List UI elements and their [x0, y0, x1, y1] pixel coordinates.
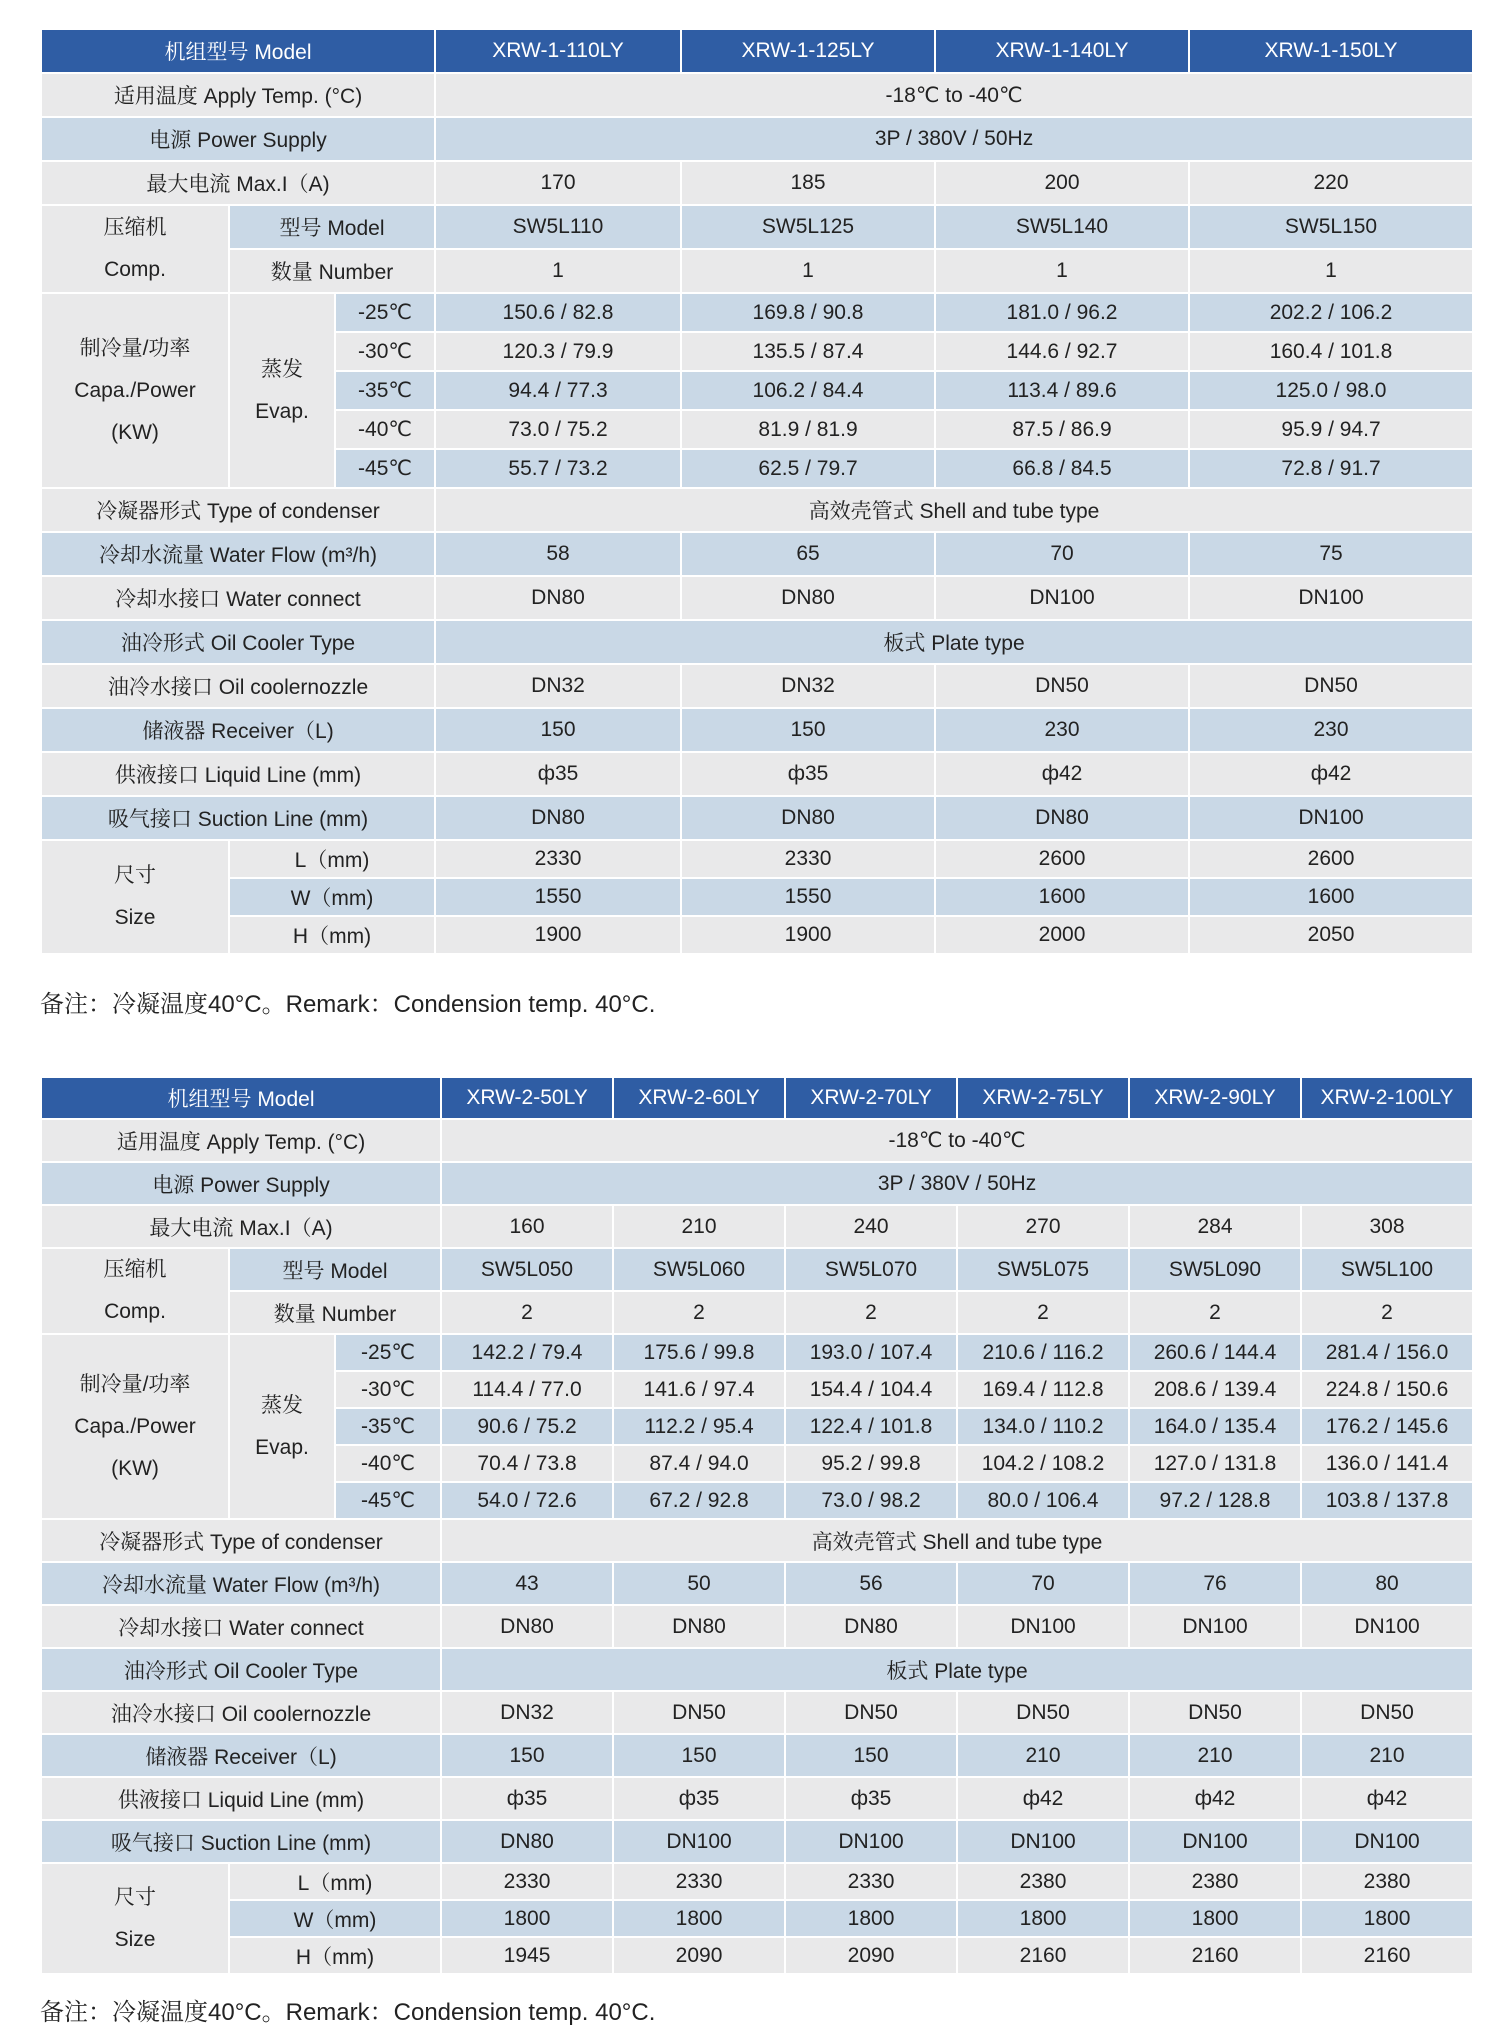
value-cell: DN80 [435, 576, 681, 620]
value-cell: ф42 [957, 1777, 1129, 1820]
value-cell: 2 [1301, 1291, 1473, 1334]
evap-label-line: Evap. [255, 1435, 309, 1459]
capacity-power-cell: 169.4 / 112.8 [957, 1371, 1129, 1408]
evap-temp-cell: -35℃ [335, 371, 435, 410]
value-cell: SW5L125 [681, 205, 935, 249]
row-label: 供液接口 Liquid Line (mm) [41, 752, 435, 796]
row-label: 油冷形式 Oil Cooler Type [41, 620, 435, 664]
value-cell: 308 [1301, 1205, 1473, 1248]
row-label: 冷却水流量 Water Flow (m³/h) [41, 1562, 441, 1605]
table-row [41, 916, 1473, 954]
value-cell: 220 [1189, 161, 1473, 205]
row-label: 冷却水流量 Water Flow (m³/h) [41, 532, 435, 576]
table-row [41, 1937, 1473, 1974]
table-row [41, 205, 1473, 249]
model-column-header: XRW-1-110LY [435, 29, 681, 73]
value-cell: 3P / 380V / 50Hz [435, 117, 1473, 161]
value-cell: 75 [1189, 532, 1473, 576]
value-cell: 50 [613, 1562, 785, 1605]
size-value-cell: 1600 [1189, 878, 1473, 916]
compressor-label-en: Comp. [104, 258, 166, 281]
value-cell: 2 [957, 1291, 1129, 1334]
capacity-power-cell: 136.0 / 141.4 [1301, 1445, 1473, 1482]
capacity-power-cell: 54.0 / 72.6 [441, 1482, 613, 1519]
table-row [41, 1119, 1473, 1162]
value-cell: 高效壳管式 Shell and tube type [441, 1519, 1473, 1562]
value-cell: 65 [681, 532, 935, 576]
size-label [41, 840, 229, 954]
capacity-label-line: 制冷量/功率 [79, 1372, 191, 1396]
capacity-power-cell: 169.8 / 90.8 [681, 293, 935, 332]
capacity-power-cell: 103.8 / 137.8 [1301, 1482, 1473, 1519]
value-cell: SW5L090 [1129, 1248, 1301, 1291]
value-cell: 284 [1129, 1205, 1301, 1248]
model-column-header: XRW-2-60LY [613, 1077, 785, 1119]
size-dimension-label: L（mm) [229, 1863, 441, 1900]
table-row [41, 1863, 1473, 1900]
value-cell: ф42 [935, 752, 1189, 796]
capacity-power-cell: 281.4 / 156.0 [1301, 1334, 1473, 1371]
value-cell: DN50 [613, 1691, 785, 1734]
value-cell: DN32 [441, 1691, 613, 1734]
size-value-cell: 1800 [613, 1900, 785, 1937]
value-cell: ф42 [1189, 752, 1473, 796]
compressor-number-label: 数量 Number [229, 249, 435, 293]
value-cell: DN50 [935, 664, 1189, 708]
value-cell: DN100 [1189, 576, 1473, 620]
capacity-power-cell: 202.2 / 106.2 [1189, 293, 1473, 332]
row-label: 供液接口 Liquid Line (mm) [41, 1777, 441, 1820]
value-cell: DN100 [1129, 1605, 1301, 1648]
capacity-power-cell: 135.5 / 87.4 [681, 332, 935, 371]
value-cell: DN80 [435, 796, 681, 840]
row-label: 最大电流 Max.I（A) [41, 1205, 441, 1248]
value-cell: DN50 [1129, 1691, 1301, 1734]
value-cell: DN100 [1129, 1820, 1301, 1863]
value-cell: DN100 [957, 1820, 1129, 1863]
table-row [41, 1205, 1473, 1248]
value-cell: DN80 [441, 1820, 613, 1863]
value-cell: 1 [1189, 249, 1473, 293]
evap-temp-cell: -40℃ [335, 410, 435, 449]
size-dimension-label: H（mm) [229, 1937, 441, 1974]
value-cell: 210 [1129, 1734, 1301, 1777]
value-cell: ф35 [613, 1777, 785, 1820]
remark-note: 备注：冷凝温度40°C。Remark：Condension temp. 40°C. [40, 991, 656, 1018]
evap-label-line: 蒸发 [261, 1393, 303, 1417]
capacity-power-cell: 208.6 / 139.4 [1129, 1371, 1301, 1408]
table-row [41, 878, 1473, 916]
size-value-cell: 2000 [935, 916, 1189, 954]
size-value-cell: 1800 [1301, 1900, 1473, 1937]
capacity-power-cell: 95.2 / 99.8 [785, 1445, 957, 1482]
value-cell: 160 [441, 1205, 613, 1248]
table-row [41, 576, 1473, 620]
capacity-power-cell: 67.2 / 92.8 [613, 1482, 785, 1519]
capacity-power-cell: 144.6 / 92.7 [935, 332, 1189, 371]
size-value-cell: 2090 [785, 1937, 957, 1974]
size-value-cell: 2330 [441, 1863, 613, 1900]
value-cell: ф42 [1301, 1777, 1473, 1820]
size-dimension-label: L（mm) [229, 840, 435, 878]
table-row [41, 293, 1473, 332]
evap-temp-cell: -25℃ [335, 1334, 441, 1371]
capacity-power-cell: 90.6 / 75.2 [441, 1408, 613, 1445]
size-value-cell: 1550 [681, 878, 935, 916]
size-value-cell: 2160 [1301, 1937, 1473, 1974]
value-cell: 70 [935, 532, 1189, 576]
table-row [41, 1077, 1473, 1119]
capacity-power-cell: 125.0 / 98.0 [1189, 371, 1473, 410]
capacity-power-cell: 122.4 / 101.8 [785, 1408, 957, 1445]
model-column-header: XRW-2-100LY [1301, 1077, 1473, 1119]
capacity-power-cell: 160.4 / 101.8 [1189, 332, 1473, 371]
value-cell: 150 [435, 708, 681, 752]
size-value-cell: 1550 [435, 878, 681, 916]
value-cell: DN80 [441, 1605, 613, 1648]
size-value-cell: 2050 [1189, 916, 1473, 954]
row-label: 冷凝器形式 Type of condenser [41, 1519, 441, 1562]
compressor-label-cn: 压缩机 [103, 216, 167, 239]
capacity-power-cell: 127.0 / 131.8 [1129, 1445, 1301, 1482]
value-cell: DN50 [1301, 1691, 1473, 1734]
model-column-header: XRW-1-140LY [935, 29, 1189, 73]
capacity-power-cell: 176.2 / 145.6 [1301, 1408, 1473, 1445]
compressor-number-label: 数量 Number [229, 1291, 441, 1334]
evap-temp-cell: -45℃ [335, 449, 435, 488]
value-cell: 230 [1189, 708, 1473, 752]
row-label: 冷却水接口 Water connect [41, 576, 435, 620]
value-cell: 58 [435, 532, 681, 576]
value-cell: DN50 [1189, 664, 1473, 708]
evap-temp-cell: -30℃ [335, 1371, 441, 1408]
table-row [41, 1734, 1473, 1777]
row-label: 冷凝器形式 Type of condenser [41, 488, 435, 532]
size-value-cell: 1900 [435, 916, 681, 954]
capacity-power-cell: 87.4 / 94.0 [613, 1445, 785, 1482]
value-cell: 70 [957, 1562, 1129, 1605]
size-value-cell: 2380 [957, 1863, 1129, 1900]
table-row [41, 73, 1473, 117]
table-row [41, 1291, 1473, 1334]
model-column-header: XRW-2-70LY [785, 1077, 957, 1119]
capacity-power-cell: 97.2 / 128.8 [1129, 1482, 1301, 1519]
value-cell: DN80 [613, 1605, 785, 1648]
row-label: 适用温度 Apply Temp. (°C) [41, 73, 435, 117]
row-label: 适用温度 Apply Temp. (°C) [41, 1119, 441, 1162]
value-cell: SW5L110 [435, 205, 681, 249]
capacity-label-line: (KW) [111, 1456, 159, 1480]
value-cell: 2 [441, 1291, 613, 1334]
capacity-power-cell: 80.0 / 106.4 [957, 1482, 1129, 1519]
row-label: 储液器 Receiver（L) [41, 708, 435, 752]
value-cell: SW5L100 [1301, 1248, 1473, 1291]
size-label [41, 1863, 229, 1974]
value-cell: 3P / 380V / 50Hz [441, 1162, 1473, 1205]
table-row [41, 488, 1473, 532]
table-row [41, 249, 1473, 293]
value-cell: 240 [785, 1205, 957, 1248]
capacity-label-line: Capa./Power [74, 378, 196, 402]
size-value-cell: 1600 [935, 878, 1189, 916]
value-cell: SW5L070 [785, 1248, 957, 1291]
size-label-en: Size [114, 1927, 156, 1951]
capacity-power-cell: 142.2 / 79.4 [441, 1334, 613, 1371]
table-row [41, 1334, 1473, 1371]
evap-label-line: 蒸发 [261, 357, 303, 381]
model-column-header: XRW-2-50LY [441, 1077, 613, 1119]
size-value-cell: 2600 [1189, 840, 1473, 878]
size-value-cell: 1800 [785, 1900, 957, 1937]
model-header: 机组型号 Model [41, 29, 435, 73]
value-cell: 150 [681, 708, 935, 752]
value-cell: 2 [785, 1291, 957, 1334]
capacity-power-cell: 81.9 / 81.9 [681, 410, 935, 449]
evap-temp-cell: -30℃ [335, 332, 435, 371]
evap-label-line: Evap. [255, 399, 309, 423]
capacity-power-cell: 94.4 / 77.3 [435, 371, 681, 410]
capacity-power-cell: 120.3 / 79.9 [435, 332, 681, 371]
table-row [41, 664, 1473, 708]
model-column-header: XRW-2-75LY [957, 1077, 1129, 1119]
model-column-header: XRW-1-125LY [681, 29, 935, 73]
capacity-power-cell: 154.4 / 104.4 [785, 1371, 957, 1408]
value-cell: DN100 [935, 576, 1189, 620]
row-label: 油冷水接口 Oil coolernozzle [41, 1691, 441, 1734]
capacity-power-cell: 150.6 / 82.8 [435, 293, 681, 332]
row-label: 电源 Power Supply [41, 1162, 441, 1205]
remark-note: 备注：冷凝温度40°C。Remark：Condension temp. 40°C. [40, 1999, 656, 2026]
size-value-cell: 2330 [681, 840, 935, 878]
value-cell: 板式 Plate type [435, 620, 1473, 664]
size-value-cell: 1800 [441, 1900, 613, 1937]
value-cell: DN100 [957, 1605, 1129, 1648]
value-cell: 1 [681, 249, 935, 293]
capacity-power-cell: 134.0 / 110.2 [957, 1408, 1129, 1445]
value-cell: 56 [785, 1562, 957, 1605]
table-row [41, 1519, 1473, 1562]
evap-temp-cell: -25℃ [335, 293, 435, 332]
size-value-cell: 2380 [1129, 1863, 1301, 1900]
evap-temp-cell: -45℃ [335, 1482, 441, 1519]
row-label: 电源 Power Supply [41, 117, 435, 161]
model-column-header: XRW-1-150LY [1189, 29, 1473, 73]
value-cell: 1 [935, 249, 1189, 293]
capacity-power-label [41, 1334, 229, 1519]
size-dimension-label: H（mm) [229, 916, 435, 954]
capacity-power-cell: 113.4 / 89.6 [935, 371, 1189, 410]
evap-label [229, 293, 335, 488]
size-value-cell: 1900 [681, 916, 935, 954]
value-cell: 板式 Plate type [441, 1648, 1473, 1691]
value-cell: DN80 [785, 1605, 957, 1648]
capacity-power-cell: 55.7 / 73.2 [435, 449, 681, 488]
value-cell: 210 [957, 1734, 1129, 1777]
table-row [41, 708, 1473, 752]
value-cell: ф35 [435, 752, 681, 796]
value-cell: DN100 [613, 1820, 785, 1863]
size-value-cell: 2090 [613, 1937, 785, 1974]
spec-table-series-2 [40, 1076, 1474, 1975]
value-cell: DN100 [1301, 1820, 1473, 1863]
table-row [41, 1162, 1473, 1205]
size-dimension-label: W（mm) [229, 1900, 441, 1937]
capacity-label-line: 制冷量/功率 [79, 336, 191, 360]
table-row [41, 161, 1473, 205]
size-value-cell: 2330 [435, 840, 681, 878]
capacity-power-cell: 70.4 / 73.8 [441, 1445, 613, 1482]
value-cell: ф35 [785, 1777, 957, 1820]
table-row [41, 840, 1473, 878]
size-value-cell: 1800 [1129, 1900, 1301, 1937]
row-label: 油冷形式 Oil Cooler Type [41, 1648, 441, 1691]
capacity-power-cell: 175.6 / 99.8 [613, 1334, 785, 1371]
size-label-en: Size [114, 906, 156, 929]
value-cell: 185 [681, 161, 935, 205]
capacity-power-cell: 164.0 / 135.4 [1129, 1408, 1301, 1445]
value-cell: DN32 [681, 664, 935, 708]
capacity-power-cell: 141.6 / 97.4 [613, 1371, 785, 1408]
compressor-label-cn: 压缩机 [103, 1258, 167, 1281]
size-value-cell: 1945 [441, 1937, 613, 1974]
capacity-power-cell: 181.0 / 96.2 [935, 293, 1189, 332]
capacity-power-cell: 66.8 / 84.5 [935, 449, 1189, 488]
value-cell: -18℃ to -40℃ [441, 1119, 1473, 1162]
table-row [41, 1777, 1473, 1820]
compressor-label [41, 205, 229, 293]
value-cell: 150 [441, 1734, 613, 1777]
table-row [41, 1820, 1473, 1863]
evap-temp-cell: -35℃ [335, 1408, 441, 1445]
compressor-label-en: Comp. [104, 1300, 166, 1323]
value-cell: 43 [441, 1562, 613, 1605]
row-label: 油冷水接口 Oil coolernozzle [41, 664, 435, 708]
value-cell: 80 [1301, 1562, 1473, 1605]
value-cell: ф42 [1129, 1777, 1301, 1820]
value-cell: DN50 [957, 1691, 1129, 1734]
model-column-header: XRW-2-90LY [1129, 1077, 1301, 1119]
size-value-cell: 2600 [935, 840, 1189, 878]
value-cell: ф35 [441, 1777, 613, 1820]
table-row [41, 620, 1473, 664]
value-cell: SW5L140 [935, 205, 1189, 249]
value-cell: 1 [435, 249, 681, 293]
compressor-label [41, 1248, 229, 1334]
value-cell: DN80 [935, 796, 1189, 840]
value-cell: 高效壳管式 Shell and tube type [435, 488, 1473, 532]
capacity-power-cell: 210.6 / 116.2 [957, 1334, 1129, 1371]
compressor-model-label: 型号 Model [229, 205, 435, 249]
value-cell: DN100 [1189, 796, 1473, 840]
row-label: 最大电流 Max.I（A) [41, 161, 435, 205]
capacity-power-cell: 106.2 / 84.4 [681, 371, 935, 410]
value-cell: 270 [957, 1205, 1129, 1248]
capacity-power-cell: 224.8 / 150.6 [1301, 1371, 1473, 1408]
capacity-power-cell: 95.9 / 94.7 [1189, 410, 1473, 449]
table-row [41, 117, 1473, 161]
model-header: 机组型号 Model [41, 1077, 441, 1119]
capacity-power-cell: 73.0 / 75.2 [435, 410, 681, 449]
table-row [41, 796, 1473, 840]
value-cell: DN50 [785, 1691, 957, 1734]
capacity-power-cell: 260.6 / 144.4 [1129, 1334, 1301, 1371]
value-cell: 2 [1129, 1291, 1301, 1334]
table-row [41, 1900, 1473, 1937]
table-row [41, 1605, 1473, 1648]
value-cell: DN80 [681, 576, 935, 620]
value-cell: DN32 [435, 664, 681, 708]
evap-label [229, 1334, 335, 1519]
value-cell: 150 [785, 1734, 957, 1777]
row-label: 吸气接口 Suction Line (mm) [41, 1820, 441, 1863]
row-label: 冷却水接口 Water connect [41, 1605, 441, 1648]
capacity-power-cell: 73.0 / 98.2 [785, 1482, 957, 1519]
capacity-power-label [41, 293, 229, 488]
value-cell: DN100 [785, 1820, 957, 1863]
size-value-cell: 1800 [957, 1900, 1129, 1937]
value-cell: DN80 [681, 796, 935, 840]
capacity-power-cell: 62.5 / 79.7 [681, 449, 935, 488]
capacity-power-cell: 72.8 / 91.7 [1189, 449, 1473, 488]
value-cell: 230 [935, 708, 1189, 752]
value-cell: 170 [435, 161, 681, 205]
capacity-power-cell: 114.4 / 77.0 [441, 1371, 613, 1408]
size-label-cn: 尺寸 [114, 864, 156, 887]
compressor-model-label: 型号 Model [229, 1248, 441, 1291]
value-cell: -18℃ to -40℃ [435, 73, 1473, 117]
size-value-cell: 2160 [957, 1937, 1129, 1974]
size-dimension-label: W（mm) [229, 878, 435, 916]
value-cell: SW5L050 [441, 1248, 613, 1291]
row-label: 储液器 Receiver（L) [41, 1734, 441, 1777]
value-cell: 150 [613, 1734, 785, 1777]
table-row [41, 752, 1473, 796]
table-row [41, 1648, 1473, 1691]
value-cell: SW5L075 [957, 1248, 1129, 1291]
value-cell: 210 [1301, 1734, 1473, 1777]
table-row [41, 1248, 1473, 1291]
size-value-cell: 2160 [1129, 1937, 1301, 1974]
spec-table-series-1 [40, 28, 1474, 955]
value-cell: 2 [613, 1291, 785, 1334]
capacity-label-line: (KW) [111, 420, 159, 444]
size-label-cn: 尺寸 [114, 1885, 156, 1909]
value-cell: 200 [935, 161, 1189, 205]
value-cell: DN100 [1301, 1605, 1473, 1648]
size-value-cell: 2330 [785, 1863, 957, 1900]
capacity-label-line: Capa./Power [74, 1414, 196, 1438]
evap-temp-cell: -40℃ [335, 1445, 441, 1482]
table-row [41, 29, 1473, 73]
row-label: 吸气接口 Suction Line (mm) [41, 796, 435, 840]
value-cell: SW5L150 [1189, 205, 1473, 249]
table-row [41, 1691, 1473, 1734]
capacity-power-cell: 112.2 / 95.4 [613, 1408, 785, 1445]
value-cell: 210 [613, 1205, 785, 1248]
value-cell: SW5L060 [613, 1248, 785, 1291]
capacity-power-cell: 87.5 / 86.9 [935, 410, 1189, 449]
size-value-cell: 2380 [1301, 1863, 1473, 1900]
value-cell: ф35 [681, 752, 935, 796]
capacity-power-cell: 104.2 / 108.2 [957, 1445, 1129, 1482]
table-row [41, 1562, 1473, 1605]
size-value-cell: 2330 [613, 1863, 785, 1900]
value-cell: 76 [1129, 1562, 1301, 1605]
table-row [41, 532, 1473, 576]
capacity-power-cell: 193.0 / 107.4 [785, 1334, 957, 1371]
